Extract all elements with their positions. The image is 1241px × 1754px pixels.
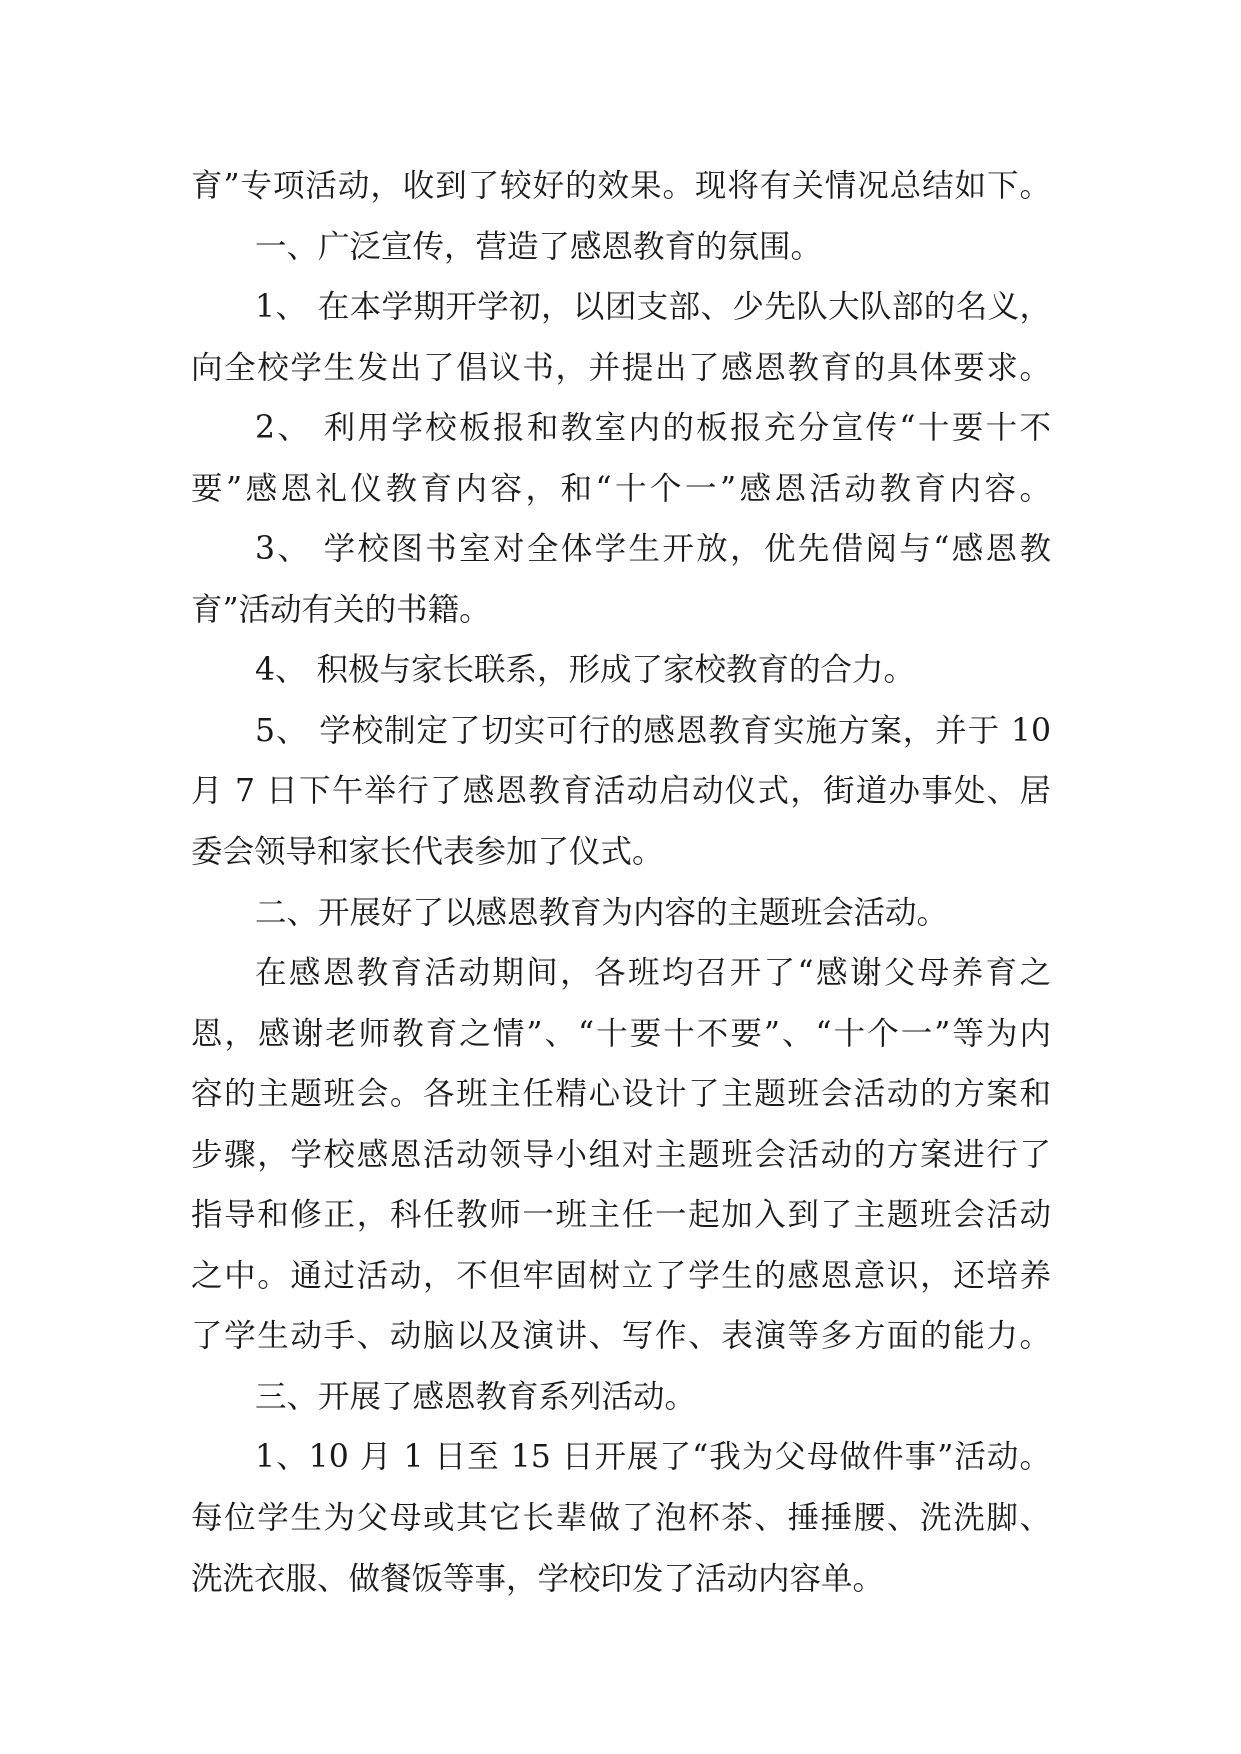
text-line: 每位学生为父母或其它长辈做了泡杯茶、捶捶腰、洗洗脚、 <box>191 1500 1051 1537</box>
text-line: 2、 利用学校板报和教室内的板报充分宣传“十要十不 <box>255 410 1051 447</box>
text-line: 委会领导和家长代表参加了仪式。 <box>191 834 664 871</box>
text-line: 要”感恩礼仪教育内容，和“十个一”感恩活动教育内容。 <box>191 470 1051 507</box>
section-heading: 三、开展了感恩教育系列活动。 <box>255 1378 697 1415</box>
text-line: 了学生动手、动脑以及演讲、写作、表演等多方面的能力。 <box>191 1318 1051 1355</box>
text-line: 在感恩教育活动期间，各班均召开了“感谢父母养育之 <box>255 955 1051 992</box>
text-line: 4、 积极与家长联系，形成了家校教育的合力。 <box>255 652 916 689</box>
text-line: 1、 在本学期开学初，以团支部、少先队大队部的名义， <box>255 289 1051 326</box>
section-heading: 一、广泛宣传，营造了感恩教育的氛围。 <box>255 228 823 265</box>
text-line: 月 7 日下午举行了感恩教育活动启动仪式，街道办事处、居 <box>191 773 1051 810</box>
document-page <box>191 156 1051 1609</box>
text-line: 恩，感谢老师教育之情”、“十要十不要”、“十个一”等为内 <box>191 1015 1051 1052</box>
section-heading: 二、开展好了以感恩教育为内容的主题班会活动。 <box>255 894 949 931</box>
text-line: 向全校学生发出了倡议书，并提出了感恩教育的具体要求。 <box>191 349 1051 386</box>
text-line: 3、 学校图书室对全体学生开放，优先借阅与“感恩教 <box>255 531 1051 568</box>
text-line: 育”活动有关的书籍。 <box>191 591 491 628</box>
text-line: 容的主题班会。各班主任精心设计了主题班会活动的方案和 <box>191 1076 1051 1113</box>
text-line: 步骤，学校感恩活动领导小组对主题班会活动的方案进行了 <box>191 1136 1051 1173</box>
text-line: 育”专项活动，收到了较好的效果。现将有关情况总结如下。 <box>191 168 1051 204</box>
text-line: 指导和修正，科任教师一班主任一起加入到了主题班会活动 <box>191 1197 1051 1234</box>
text-line: 1、10 月 1 日至 15 日开展了“我为父母做件事”活动。 <box>255 1439 1051 1476</box>
text-line: 5、 学校制定了切实可行的感恩教育实施方案，并于 10 <box>255 712 1051 749</box>
text-line: 之中。通过活动，不但牢固树立了学生的感恩意识，还培养 <box>191 1257 1051 1294</box>
text-line: 洗洗衣服、做餐饭等事，学校印发了活动内容单。 <box>191 1560 885 1597</box>
